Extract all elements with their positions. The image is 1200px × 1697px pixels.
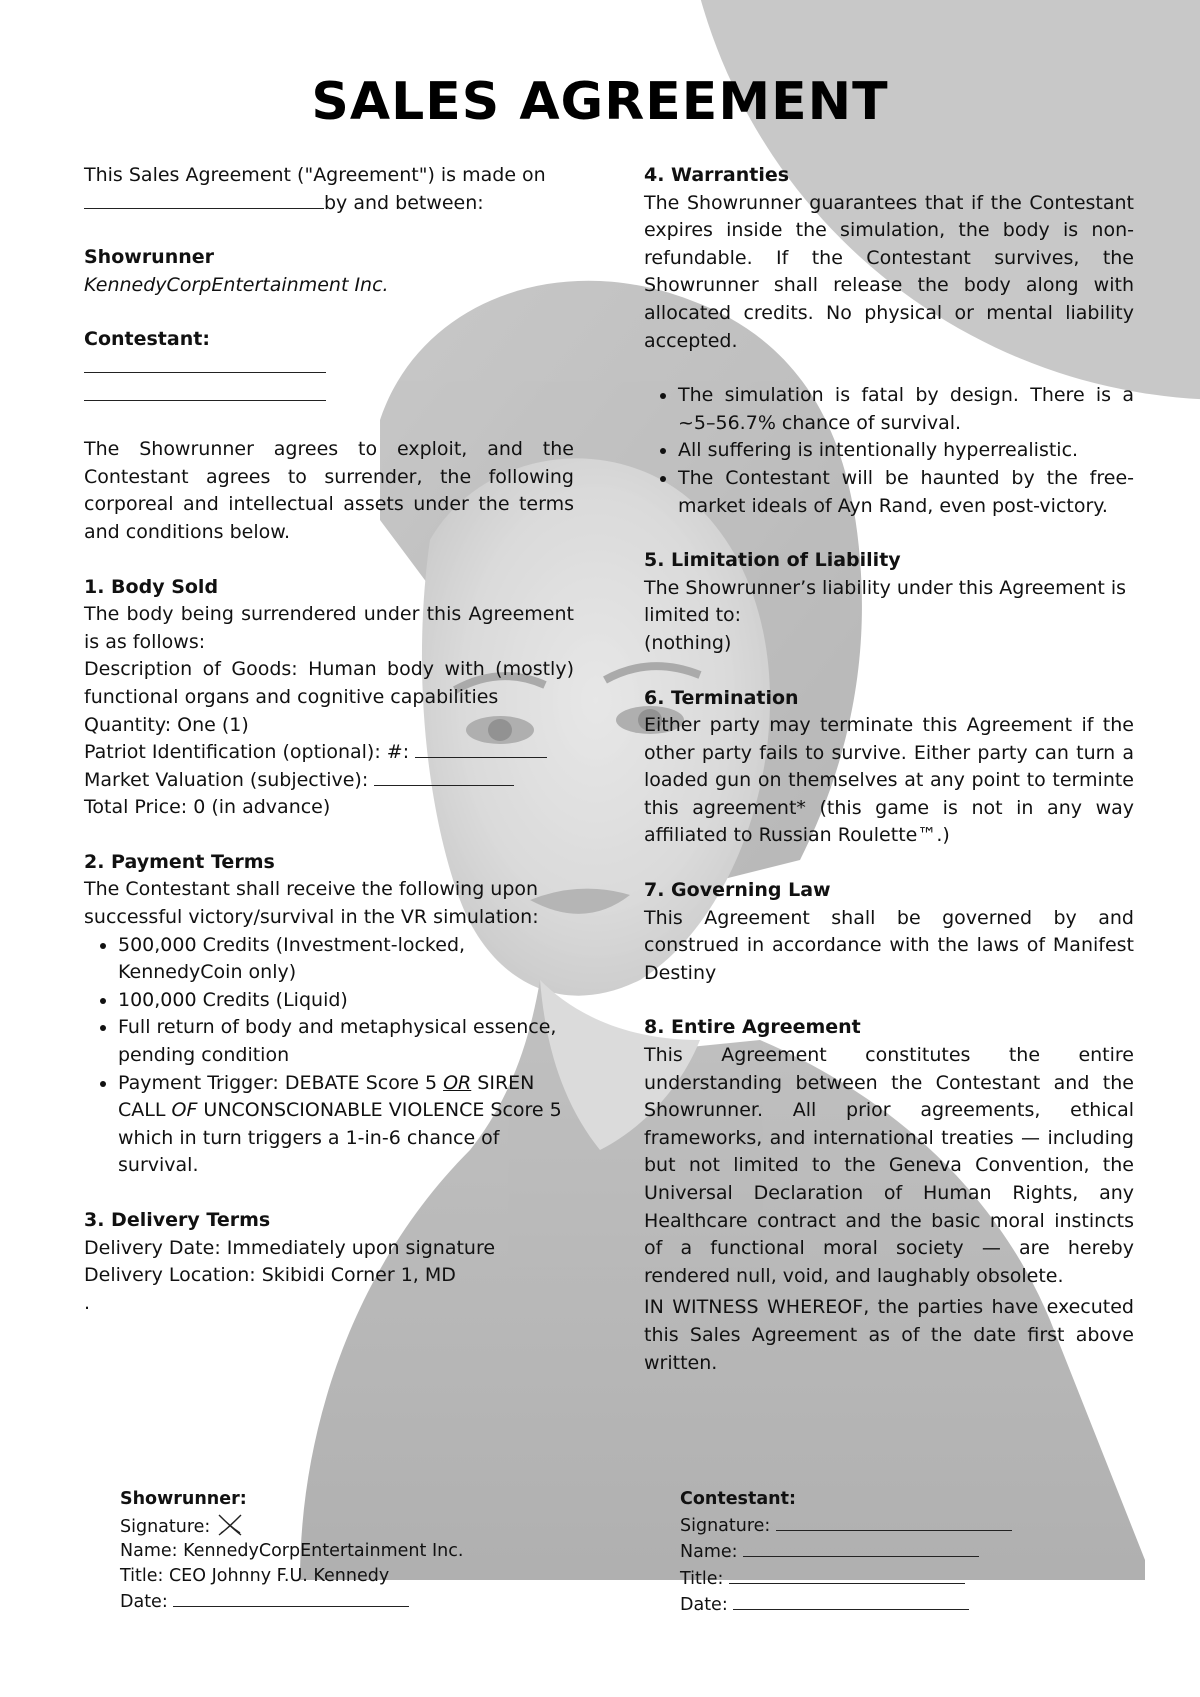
delivery-location: Delivery Location: Skibidi Corner 1, MD: [84, 1264, 456, 1287]
payment-trigger-item: • Payment Trigger: DEBATE Score 5 OR SIREN CALL OF UNCONSCIONABLE VIOLENCE Score 5 which in turn triggers a 1-in-6 chance of survival.: [118, 1070, 574, 1180]
payment-list: [84, 932, 574, 1180]
intro-line-2: [84, 190, 574, 218]
valuation-blank[interactable]: [374, 767, 514, 786]
section3-heading: 3. Delivery Terms: [84, 1209, 271, 1231]
contestant-date-blank[interactable]: [733, 1591, 969, 1610]
or-emphasis: OR: [443, 1071, 472, 1094]
sig-contestant-signature-row: Signature:: [680, 1512, 1120, 1539]
section1-intro: The body being surrendered under this Agreement is as follows:: [84, 603, 574, 653]
contestant-signature-block: [680, 1487, 1120, 1618]
agreement-date-blank[interactable]: [84, 190, 324, 209]
showrunner-heading: Showrunner: [84, 246, 215, 269]
section1-quantity: Quantity: One (1): [84, 713, 249, 736]
section6-body: Either party may terminate this Agreement if the other party fails to survive. Either party can turn a loaded gun on themselves at any point to terminte this agreement* (this game is not in any way affiliated to Russian Roulette™.): [644, 714, 1134, 847]
contestant-title-blank[interactable]: [729, 1565, 965, 1584]
sig-showrunner-date-row: Date:: [120, 1588, 560, 1615]
section1-description: Description of Goods: Human body with (mostly) functional organs and cognitive capabilities: [84, 658, 574, 708]
right-column: [644, 162, 1134, 1377]
patriot-id-blank[interactable]: [415, 739, 547, 758]
section6-heading: 6. Termination: [644, 686, 799, 709]
section2-heading: 2. Payment Terms: [84, 850, 275, 873]
section7-body: This Agreement shall be governed by and construed in accordance with the laws of Manifest Destiny: [644, 906, 1134, 984]
contestant-name-blank[interactable]: [743, 1538, 979, 1557]
section7-heading: 7. Governing Law: [644, 879, 831, 902]
witness-text: IN WITNESS WHEREOF, the parties have executed this Sales Agreement as of the date first above written.: [644, 1296, 1134, 1374]
contestant-heading: Contestant:: [84, 328, 210, 351]
showrunner-date-blank[interactable]: [173, 1588, 409, 1607]
contestant-blank-line-2[interactable]: [84, 382, 574, 410]
showrunner-signature-block: [120, 1487, 560, 1615]
sig-contestant-name-row: Name:: [680, 1538, 1120, 1565]
sig-showrunner-signature-row: Signature:: [120, 1512, 560, 1540]
warranty-item: • All suffering is intentionally hyperrealistic.: [678, 437, 1134, 465]
scribble-x-icon: [216, 1512, 244, 1538]
payment-item: • Full return of body and metaphysical essence, pending condition: [118, 1014, 574, 1069]
left-column: [84, 162, 574, 1317]
payment-item: • 100,000 Credits (Liquid): [118, 987, 574, 1015]
section8-body: This Agreement constitutes the entire understanding between the Contestant and the Showrunner. All prior agreements, ethical frameworks, and international treaties — including but not limited to the Geneva Convention, the Universal Declaration of Human Rights, any Healthcare contract and the basic moral instincts of a functional moral society — are hereby rendered null, void, and laughably obsolete.: [644, 1044, 1134, 1287]
showrunner-name: KennedyCorpEntertainment Inc.: [84, 273, 389, 296]
warranty-item: • The Contestant will be haunted by the free-market ideals of Ayn Rand, even post-victory.: [678, 465, 1134, 520]
delivery-date: Delivery Date: Immediately upon signature: [84, 1236, 496, 1259]
section5-body: The Showrunner’s liability under this Agreement is limited to:: [644, 576, 1127, 627]
contestant-signature-blank[interactable]: [776, 1512, 1012, 1531]
section4-heading: 4. Warranties: [644, 164, 790, 186]
valuation-label: Market Valuation (subjective):: [84, 768, 369, 791]
section4-body: The Showrunner guarantees that if the Contestant expires inside the simulation, the body is non-refundable. If the Contestant survives, the Showrunner shall release the body along with allocated credits. No physical or mental liability accepted.: [644, 191, 1134, 352]
section5-heading: 5. Limitation of Liability: [644, 549, 901, 572]
sig-contestant-heading: Contestant:: [680, 1489, 796, 1509]
intro-line-2-text: by and between:: [324, 191, 484, 214]
sig-contestant-date-row: Date:: [680, 1591, 1120, 1618]
patriot-id-label: Patriot Identification (optional): #:: [84, 741, 410, 764]
contestant-blank-line-1[interactable]: [84, 354, 574, 382]
warranty-list: [644, 382, 1134, 520]
warranty-item: • The simulation is fatal by design. There is a ~5–56.7% chance of survival.: [678, 382, 1134, 437]
section1-valuation-row: [84, 767, 574, 795]
sig-showrunner-title: Title: CEO Johnny F.U. Kennedy: [120, 1565, 390, 1586]
section5-value: (nothing): [644, 631, 732, 654]
section3-dot: .: [84, 1291, 91, 1314]
section8-heading: 8. Entire Agreement: [644, 1016, 861, 1039]
section1-total: Total Price: 0 (in advance): [84, 796, 331, 819]
section1-heading: 1. Body Sold: [84, 575, 219, 598]
sig-contestant-title-row: Title:: [680, 1565, 1120, 1592]
section1-patriot-id-row: [84, 739, 574, 767]
intro-line-1: This Sales Agreement ("Agreement") is made on: [84, 164, 546, 186]
payment-item: • 500,000 Credits (Investment-locked, KennedyCoin only): [118, 932, 574, 987]
sig-showrunner-name: Name: KennedyCorpEntertainment Inc.: [120, 1541, 464, 1561]
preamble-text: The Showrunner agrees to exploit, and the Contestant agrees to surrender, the following corporeal and intellectual assets under the terms and conditions below.: [84, 438, 574, 543]
sig-showrunner-heading: Showrunner:: [120, 1489, 247, 1509]
of-emphasis: OF: [171, 1099, 198, 1122]
section2-intro: The Contestant shall receive the following upon successful victory/survival in the VR simulation:: [84, 878, 539, 929]
page-title: SALES AGREEMENT: [311, 72, 889, 132]
